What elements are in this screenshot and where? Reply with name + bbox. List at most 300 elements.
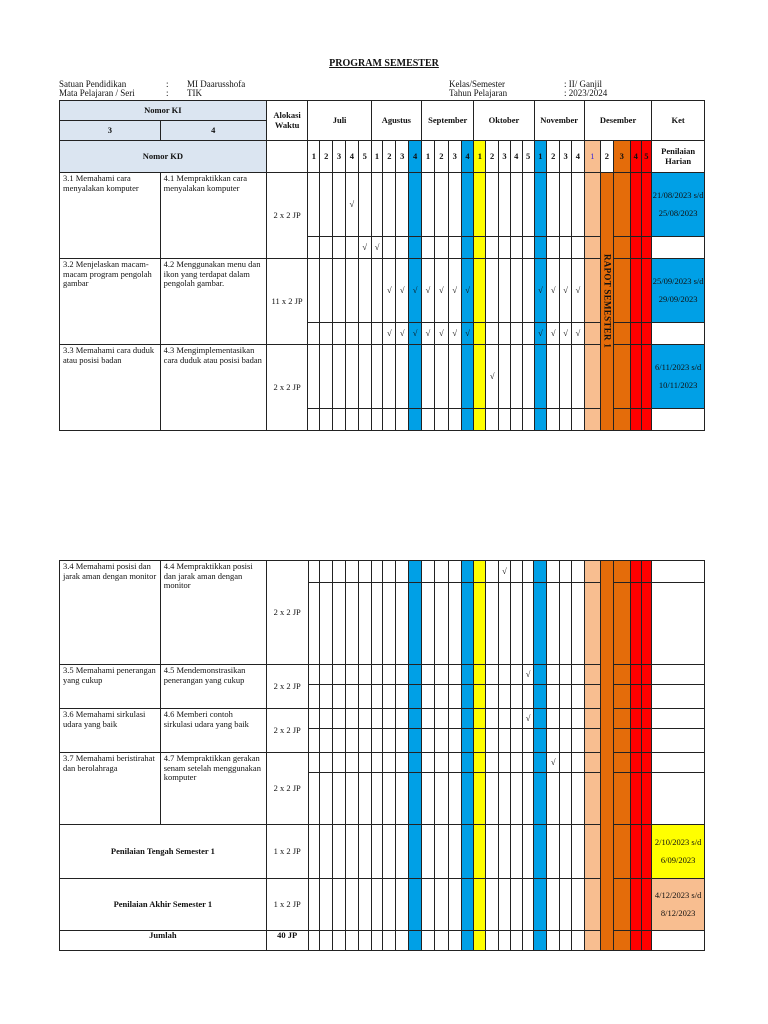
week-cell [547,685,560,709]
check-mark: √ [409,323,422,345]
check-mark: √ [461,259,474,323]
nomor-kd-header: Nomor KD [60,141,267,173]
week-cell [434,729,448,753]
kelas-value: : II/ Ganjil [564,79,602,89]
week-cell [641,685,652,709]
week-cell [448,345,461,409]
alokasi-blank [266,141,308,173]
week-cell [461,709,474,729]
week-cell [308,409,320,431]
week-cell [522,409,534,431]
week-cell [547,729,560,753]
week-cell [371,685,383,709]
week-cell [560,237,572,259]
week-cell [641,409,652,431]
week-cell [522,685,534,709]
week-cell [534,729,547,753]
week-cell [358,931,371,951]
week-cell [571,409,584,431]
week-cell [499,685,511,709]
week-cell [383,709,396,729]
ket-start-date: 4/12/2023 s/d [654,890,702,900]
week-cell [510,825,522,879]
week-cell [333,409,346,431]
week-cell [422,879,435,931]
week-cell [409,729,422,753]
week-cell [333,773,346,825]
week-cell [499,237,511,259]
week-cell [522,729,534,753]
week-number: 1 [422,141,435,173]
week-cell [584,685,600,709]
week-cell [630,685,641,709]
week-cell [641,237,652,259]
check-mark: √ [358,237,371,259]
week-number: 3 [613,141,630,173]
week-cell [486,259,499,323]
week-cell [345,323,358,345]
week-cell [510,345,522,409]
kd3-text: 3.1 Memahami cara menyalakan komputer [60,173,161,259]
week-cell [333,709,346,729]
week-cell [560,345,572,409]
week-cell [434,409,448,431]
week-cell [630,561,641,583]
week-cell [486,237,499,259]
week-cell [346,685,359,709]
alokasi-value: 2 x 2 JP [266,753,308,825]
table-row [60,561,705,583]
check-mark: √ [422,259,435,323]
week-cell [474,773,486,825]
week-cell [510,753,522,773]
week-cell [409,583,422,665]
week-cell [560,825,572,879]
week-cell [448,173,461,237]
week-cell [358,259,371,323]
week-cell [383,173,396,237]
check-mark: √ [534,259,547,323]
week-cell [522,931,534,951]
week-cell [409,753,422,773]
week-cell [383,825,396,879]
pas-label: Penilaian Akhir Semester 1 [60,879,267,931]
ket-blank [652,729,705,753]
check-mark: √ [434,259,448,323]
week-cell [461,685,474,709]
week-cell [499,773,511,825]
week-cell [584,259,600,323]
week-cell [474,825,486,879]
satuan-colon: : [166,79,169,89]
alokasi-value: 2 x 2 JP [266,173,308,259]
week-cell [571,685,584,709]
week-cell [358,709,371,729]
penilaian-harian-header: Penilaian Harian [652,141,705,173]
week-cell [510,583,522,665]
week-cell [409,237,422,259]
week-cell [422,173,435,237]
week-cell [560,729,572,753]
week-cell [371,583,383,665]
week-cell [434,709,448,729]
week-cell [448,879,461,931]
week-cell [613,173,630,237]
week-cell [474,685,486,709]
week-cell [522,345,534,409]
week-cell [396,685,409,709]
ket-date-range [652,879,705,931]
kd3-text: 3.7 Memahami beristirahat dan berolahraga [60,753,161,825]
week-cell [358,173,371,237]
week-cell [486,409,499,431]
check-mark: √ [448,259,461,323]
week-cell [486,931,499,951]
schedule-table-2 [59,560,705,951]
week-cell [510,259,522,323]
week-cell [474,879,486,931]
week-cell [547,173,560,237]
week-cell [461,729,474,753]
week-cell [320,345,333,409]
alokasi-value: 1 x 2 JP [266,825,308,879]
week-cell [383,773,396,825]
week-cell [371,409,383,431]
week-cell [396,825,409,879]
week-cell [422,561,435,583]
week-number: 1 [371,141,383,173]
week-cell [448,753,461,773]
week-cell [333,561,346,583]
check-mark: √ [461,323,474,345]
week-number: 2 [600,141,613,173]
mapel-colon: : [166,88,169,98]
week-cell [461,583,474,665]
week-cell [461,237,474,259]
week-cell [409,773,422,825]
week-cell [534,665,547,685]
week-cell [308,345,320,409]
week-cell [345,259,358,323]
week-cell [308,729,320,753]
week-cell [474,665,486,685]
week-cell [448,709,461,729]
week-cell [641,825,652,879]
week-cell [371,729,383,753]
alokasi-value: 2 x 2 JP [266,561,308,665]
week-cell [422,753,435,773]
week-cell [474,173,486,237]
week-cell [396,237,409,259]
kd3-text: 3.4 Memahami posisi dan jarak aman dengan monitor [60,561,161,665]
week-cell [641,753,652,773]
week-cell [641,173,652,237]
jumlah-label: Jumlah [60,931,267,951]
week-number: 2 [486,141,499,173]
week-cell [522,173,534,237]
kd3-text: 3.6 Memahami sirkulasi udara yang baik [60,709,161,753]
week-cell [560,173,572,237]
check-mark: √ [547,753,560,773]
week-cell [641,709,652,729]
week-cell [448,237,461,259]
week-cell [461,173,474,237]
week-cell [571,709,584,729]
satuan-value: MI Daarusshofa [187,79,246,89]
week-cell [474,409,486,431]
nomor-ki-header: Nomor KI [60,101,267,121]
check-mark: √ [383,259,396,323]
week-cell [308,753,320,773]
week-cell [630,259,641,323]
week-cell [383,345,396,409]
week-cell [571,237,584,259]
week-cell [510,685,522,709]
check-mark: √ [560,323,572,345]
week-cell [534,345,547,409]
alokasi-value: 2 x 2 JP [266,345,308,431]
week-cell [534,685,547,709]
week-cell [422,685,435,709]
week-cell [358,685,371,709]
check-mark: √ [383,323,396,345]
week-cell [346,879,359,931]
week-cell [474,753,486,773]
week-cell [522,583,534,665]
kd4-text: 4.7 Mempraktikkan gerakan senam setelah menggunakan komputer [160,753,266,825]
week-cell [560,773,572,825]
ket-blank [652,665,705,685]
week-cell [383,753,396,773]
week-cell [461,879,474,931]
kelas-label: Kelas/Semester [449,79,505,89]
check-mark: √ [499,561,511,583]
week-number: 3 [448,141,461,173]
week-cell [396,931,409,951]
week-cell [308,773,320,825]
week-cell [434,931,448,951]
week-cell [630,173,641,237]
week-cell [358,729,371,753]
week-cell [534,773,547,825]
month-header-desember: Desember [584,101,651,141]
week-cell [422,825,435,879]
week-cell [486,561,499,583]
week-cell [499,709,511,729]
ket-date-range [652,259,705,323]
week-cell [560,409,572,431]
rapot-semester-column [600,173,613,431]
week-cell [630,753,641,773]
check-mark: √ [522,665,534,685]
alokasi-value: 2 x 2 JP [266,709,308,753]
check-mark: √ [434,323,448,345]
week-cell [486,879,499,931]
week-cell [613,773,630,825]
week-cell [383,729,396,753]
week-cell [422,345,435,409]
week-cell [522,753,534,773]
pts-label: Penilaian Tengah Semester 1 [60,825,267,879]
week-cell [396,773,409,825]
week-number: 3 [499,141,511,173]
week-number: 5 [522,141,534,173]
kd4-text: 4.6 Memberi contoh sirkulasi udara yang baik [160,709,266,753]
ket-date-range [652,345,705,409]
week-cell [560,931,572,951]
month-header-juli: Juli [308,101,371,141]
week-cell [333,665,346,685]
week-cell [308,879,320,931]
week-cell [371,665,383,685]
week-cell [396,753,409,773]
week-cell [320,409,333,431]
week-cell [613,237,630,259]
week-cell [584,323,600,345]
week-cell [522,825,534,879]
week-cell [547,879,560,931]
week-cell [534,753,547,773]
week-cell [422,931,435,951]
week-cell [499,173,511,237]
week-cell [499,409,511,431]
tahun-value: : 2023/2024 [564,88,608,98]
week-cell [434,753,448,773]
week-cell [434,583,448,665]
alokasi-header: Alokasi Waktu [266,101,308,141]
week-cell [346,753,359,773]
week-cell [396,665,409,685]
week-cell [534,825,547,879]
week-cell [474,345,486,409]
week-cell [333,685,346,709]
week-cell [409,879,422,931]
week-cell [499,931,511,951]
week-cell [345,345,358,409]
week-cell [434,825,448,879]
week-cell [396,345,409,409]
week-cell [346,561,359,583]
week-number: 4 [345,141,358,173]
week-cell [547,561,560,583]
week-cell [560,561,572,583]
week-cell [333,729,346,753]
week-cell [308,259,320,323]
tahun-label: Tahun Pelajaran [449,88,508,98]
week-number: 5 [358,141,371,173]
week-cell [434,685,448,709]
week-cell [320,879,333,931]
week-number: 4 [461,141,474,173]
week-number: 3 [560,141,572,173]
week-cell [486,685,499,709]
check-mark: √ [522,709,534,729]
week-cell [571,879,584,931]
week-cell [613,583,630,665]
week-cell [547,931,560,951]
week-cell [345,237,358,259]
check-mark: √ [396,323,409,345]
week-cell [630,665,641,685]
ket-date-range [652,825,705,879]
week-cell [396,409,409,431]
week-cell [499,665,511,685]
month-header-september: September [422,101,474,141]
week-cell [630,773,641,825]
ket-blank [652,409,705,431]
week-cell [448,773,461,825]
week-cell [630,583,641,665]
month-header-oktober: Oktober [474,101,534,141]
week-cell [499,323,511,345]
week-number: 4 [630,141,641,173]
week-cell [333,323,346,345]
week-cell [613,345,630,409]
week-cell [448,409,461,431]
ket-end-date: 8/12/2023 [660,907,696,918]
ket-blank [652,931,705,951]
week-cell [461,345,474,409]
check-mark: √ [396,259,409,323]
satuan-label: Satuan Pendidikan [59,79,127,89]
week-cell [613,561,630,583]
week-cell [499,753,511,773]
week-cell [641,931,652,951]
week-cell [522,323,534,345]
week-cell [571,345,584,409]
week-cell [461,665,474,685]
week-cell [522,561,534,583]
week-cell [613,323,630,345]
week-cell [510,665,522,685]
week-cell [584,173,600,237]
week-cell [486,665,499,685]
week-number: 1 [474,141,486,173]
week-number: 3 [333,141,346,173]
week-cell [320,931,333,951]
week-cell [584,753,600,773]
week-cell [346,825,359,879]
week-cell [486,173,499,237]
week-number: 2 [434,141,448,173]
month-header-agustus: Agustus [371,101,421,141]
week-cell [522,773,534,825]
week-cell [383,685,396,709]
week-cell [409,173,422,237]
kd4-text: 4.4 Mempraktikkan posisi dan jarak aman dengan monitor [160,561,266,665]
week-cell [346,583,359,665]
week-cell [584,583,600,665]
week-cell [613,879,630,931]
check-mark: √ [409,259,422,323]
week-cell [584,237,600,259]
week-cell [534,561,547,583]
week-cell [358,665,371,685]
week-cell [499,345,511,409]
week-cell [474,729,486,753]
week-cell [584,345,600,409]
ket-blank [652,773,705,825]
week-cell [333,825,346,879]
week-cell [560,685,572,709]
week-cell [371,561,383,583]
week-cell [571,773,584,825]
week-cell [534,931,547,951]
week-cell [396,709,409,729]
week-cell [547,345,560,409]
week-cell [560,753,572,773]
week-cell [409,685,422,709]
